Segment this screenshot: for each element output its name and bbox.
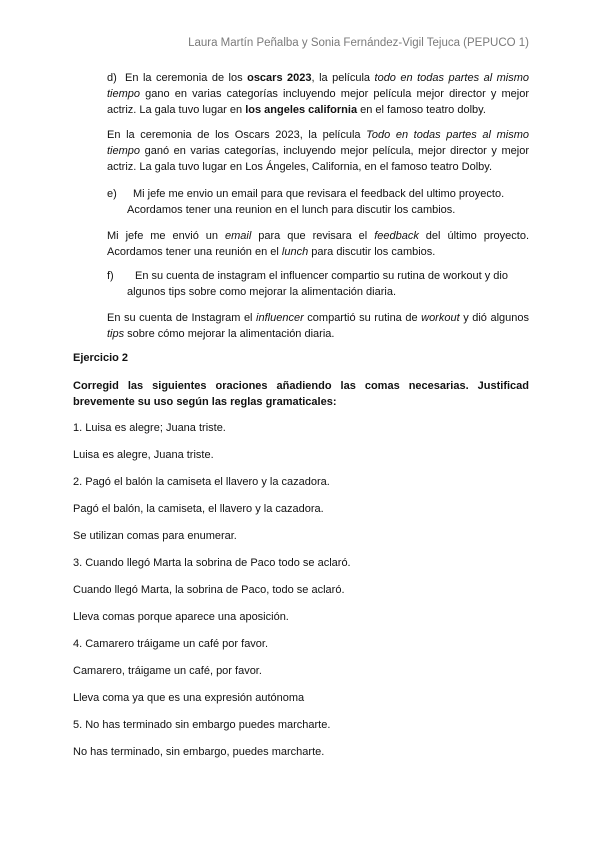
text-run: para discutir los cambios.	[308, 246, 436, 258]
exercise-answer-2: Pagó el balón, la camiseta, el llavero y la cazadora.	[73, 503, 324, 515]
italic-run: email	[225, 230, 252, 242]
exercise-prompt-2: 2. Pagó el balón la camiseta el llavero y la cazadora.	[73, 476, 330, 488]
running-header: Laura Martín Peñalba y Sonia Fernández-Vigil Tejuca (PEPUCO 1)	[188, 37, 529, 49]
italic-run: workout	[421, 312, 460, 324]
text-run: , la película	[311, 72, 375, 84]
item-e-corrected	[107, 228, 529, 260]
exercise-answer-5: No has terminado, sin embargo, puedes marcharte.	[73, 746, 325, 758]
italic-run: feedback	[374, 230, 419, 242]
exercise-answer-3: Cuando llegó Marta, la sobrina de Paco, todo se aclaró.	[73, 584, 345, 596]
exercise-prompt-3: 3. Cuando llegó Marta la sobrina de Paco todo se aclaró.	[73, 557, 351, 569]
exercise-prompt-5: 5. No has terminado sin embargo puedes marcharte.	[73, 719, 331, 731]
item-d-marker: d)	[107, 72, 117, 84]
text-run: en el famoso teatro dolby.	[357, 104, 486, 116]
text-run: En su cuenta de Instagram el	[107, 312, 257, 324]
text-run: gano en varias categorías incluyendo mejor película mejor director y mejor actriz. La gala tuvo lugar en	[107, 88, 529, 116]
exercise-note-3: Lleva comas porque aparece una aposición.	[73, 611, 289, 623]
text-run: Mi jefe me envió un	[107, 230, 225, 242]
text-run: sobre cómo mejorar la alimentación diaria.	[124, 328, 335, 340]
text-run: para que revisara el	[251, 230, 375, 242]
exercise-answer-1: Luisa es alegre, Juana triste.	[73, 449, 214, 461]
exercise-answer-4: Camarero, tráigame un café, por favor.	[73, 665, 262, 677]
bold-run: los angeles california	[245, 104, 358, 116]
text-run: En la ceremonia de los	[125, 72, 248, 84]
italic-run: tips	[107, 328, 125, 340]
text-run: En la ceremonia de los Oscars 2023, la película	[107, 129, 367, 141]
exercise-prompt-1: 1. Luisa es alegre; Juana triste.	[73, 422, 226, 434]
item-e-original-line2: Acordamos tener una reunion en el lunch para discutir los cambios.	[127, 204, 456, 216]
item-f-corrected	[107, 310, 529, 342]
text-run: compartió su rutina de	[303, 312, 422, 324]
text-run: ganó en varias categorías, incluyendo mejor película, mejor director y mejor actriz. La gala tuvo lugar en Los Ángeles, California, en el famoso teatro Dolby.	[107, 145, 529, 173]
item-f-original-line1: En su cuenta de instagram el influencer compartio su rutina de workout y dio	[135, 270, 508, 282]
text-run: y dió algunos	[459, 312, 529, 324]
text-run: del último proyecto. Acordamos tener una reunión en el	[107, 230, 530, 258]
exercise-note-2: Se utilizan comas para enumerar.	[73, 530, 237, 542]
bold-run: oscars 2023	[247, 72, 312, 84]
italic-run: lunch	[281, 246, 309, 258]
item-e-marker: e)	[107, 188, 117, 200]
italic-run: Todo en todas partes al mismo tiempo	[107, 129, 529, 157]
section-title: Ejercicio 2	[73, 352, 129, 364]
italic-run: todo en todas partes al mismo tiempo	[107, 72, 530, 100]
item-e-original-line1: Mi jefe me envio un email para que revisara el feedback del ultimo proyecto.	[133, 188, 505, 200]
item-d-corrected	[107, 127, 529, 175]
exercise-prompt-4: 4. Camarero tráigame un café por favor.	[73, 638, 269, 650]
section-instructions: Corregid las siguientes oraciones añadiendo las comas necesarias. Justificad brevemente su uso según las reglas gramaticales:	[73, 380, 529, 408]
item-f-original-line2: algunos tips sobre como mejorar la alimentación diaria.	[127, 286, 397, 298]
italic-run: influencer	[256, 312, 304, 324]
item-f-marker: f)	[107, 270, 114, 282]
exercise-note-4: Lleva coma ya que es una expresión autónoma	[73, 692, 305, 704]
item-d-original	[107, 70, 529, 118]
